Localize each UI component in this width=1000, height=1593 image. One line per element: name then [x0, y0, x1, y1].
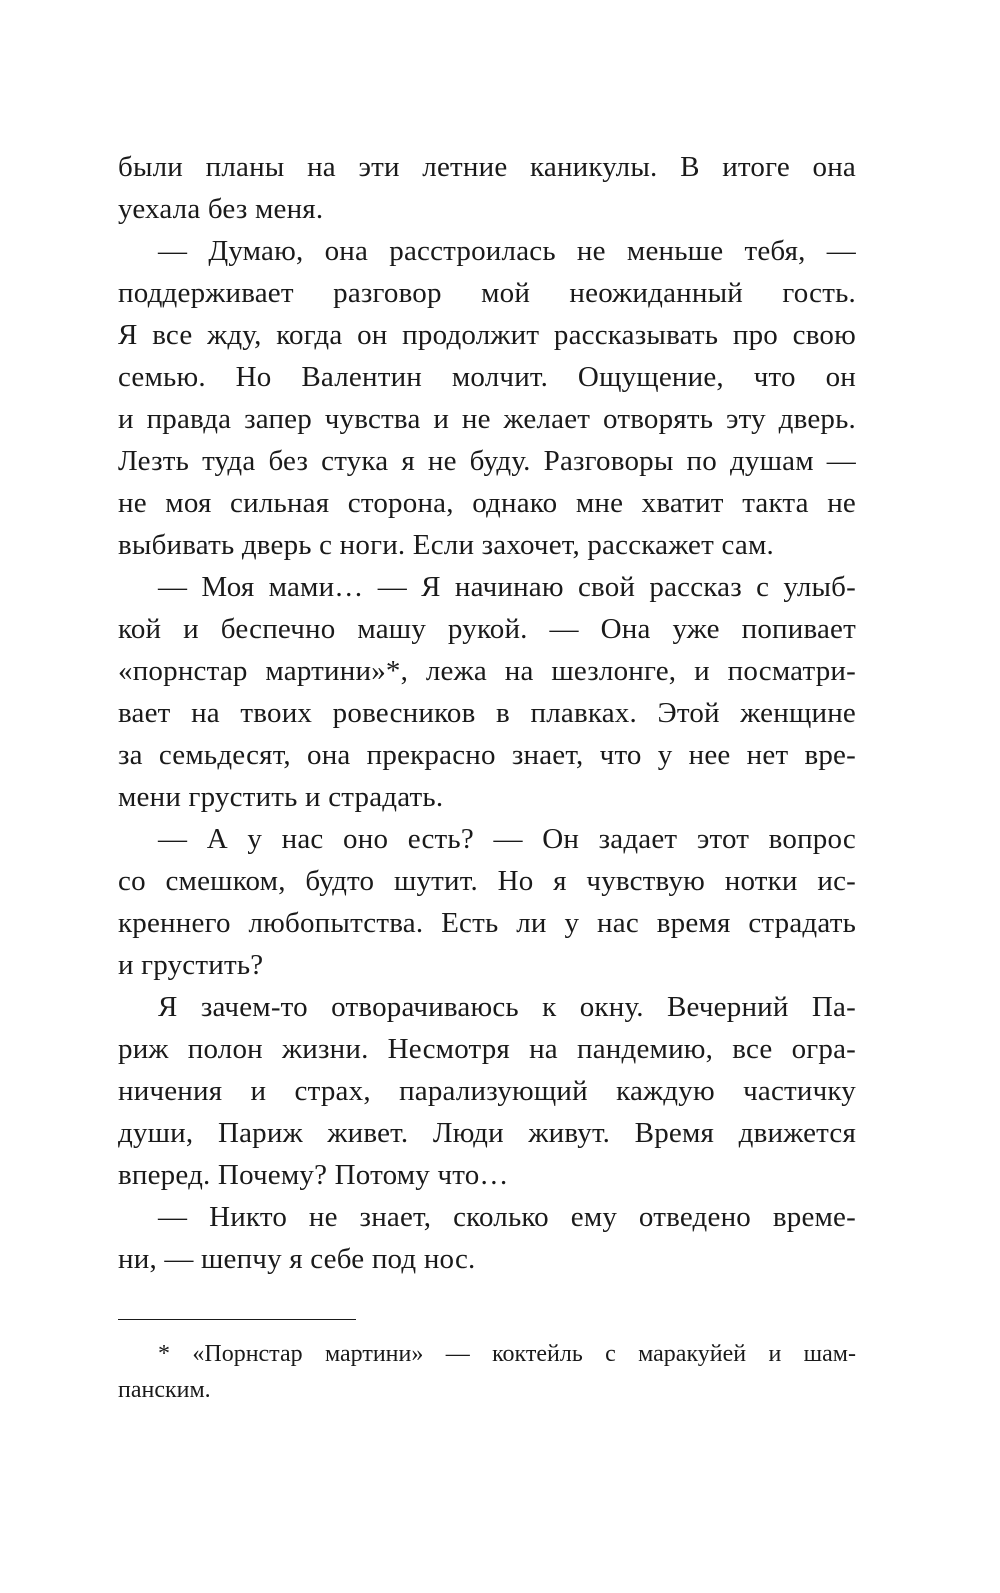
body-line: за семьдесят, она прекрасно знает, что у нее нет вре- — [118, 739, 856, 771]
body-line: и правда запер чувства и не желает отворять эту дверь. — [118, 403, 856, 435]
body-line: креннего любопытства. Есть ли у нас время страдать — [118, 907, 856, 939]
body-line: «порнстар мартини»*, лежа на шезлонге, и посматри- — [118, 655, 856, 687]
body-line: поддерживает разговор мой неожиданный гость. — [118, 277, 856, 309]
body-line: и грустить? — [118, 949, 264, 981]
body-line: — Думаю, она расстроилась не меньше тебя, — — [158, 235, 856, 267]
footnote — [118, 1336, 856, 1408]
body-line: — Никто не знает, сколько ему отведено време- — [158, 1201, 856, 1233]
body-line: не моя сильная сторона, однако мне хватит такта не — [118, 487, 856, 519]
body-line: вает на твоих ровесников в плавках. Этой женщине — [118, 697, 856, 729]
body-line: со смешком, будто шутит. Но я чувствую нотки ис- — [118, 865, 856, 897]
body-line: мени грустить и страдать. — [118, 781, 444, 813]
body-line: ни, — шепчу я себе под нос. — [118, 1243, 476, 1275]
body-line: риж полон жизни. Несмотря на пандемию, все огра- — [118, 1033, 856, 1065]
footnote-line: * «Порнстар мартини» — коктейль с маракуйей и шам- — [158, 1341, 856, 1367]
body-line: семью. Но Валентин молчит. Ощущение, что он — [118, 361, 856, 393]
body-line: выбивать дверь с ноги. Если захочет, расскажет сам. — [118, 529, 774, 561]
body-line: Я зачем-то отворачиваюсь к окну. Вечерний Па- — [158, 991, 856, 1023]
body-line: души, Париж живет. Люди живут. Время движется — [118, 1117, 856, 1149]
body-line: были планы на эти летние каникулы. В итоге она — [118, 151, 856, 183]
body-text — [118, 146, 856, 1280]
footnote-divider — [118, 1319, 356, 1320]
body-line: — А у нас оно есть? — Он задает этот вопрос — [158, 823, 856, 855]
body-line: ничения и страх, парализующий каждую частичку — [118, 1075, 856, 1107]
body-line: вперед. Почему? Потому что… — [118, 1159, 509, 1191]
body-line: Лезть туда без стука я не буду. Разговоры по душам — — [118, 445, 856, 477]
body-line: уехала без меня. — [118, 193, 324, 225]
footnote-line: панским. — [118, 1377, 211, 1403]
body-line: Я все жду, когда он продолжит рассказывать про свою — [118, 319, 856, 351]
body-line: кой и беспечно машу рукой. — Она уже попивает — [118, 613, 856, 645]
body-line: — Моя мами… — Я начинаю свой рассказ с улыб- — [158, 571, 856, 603]
